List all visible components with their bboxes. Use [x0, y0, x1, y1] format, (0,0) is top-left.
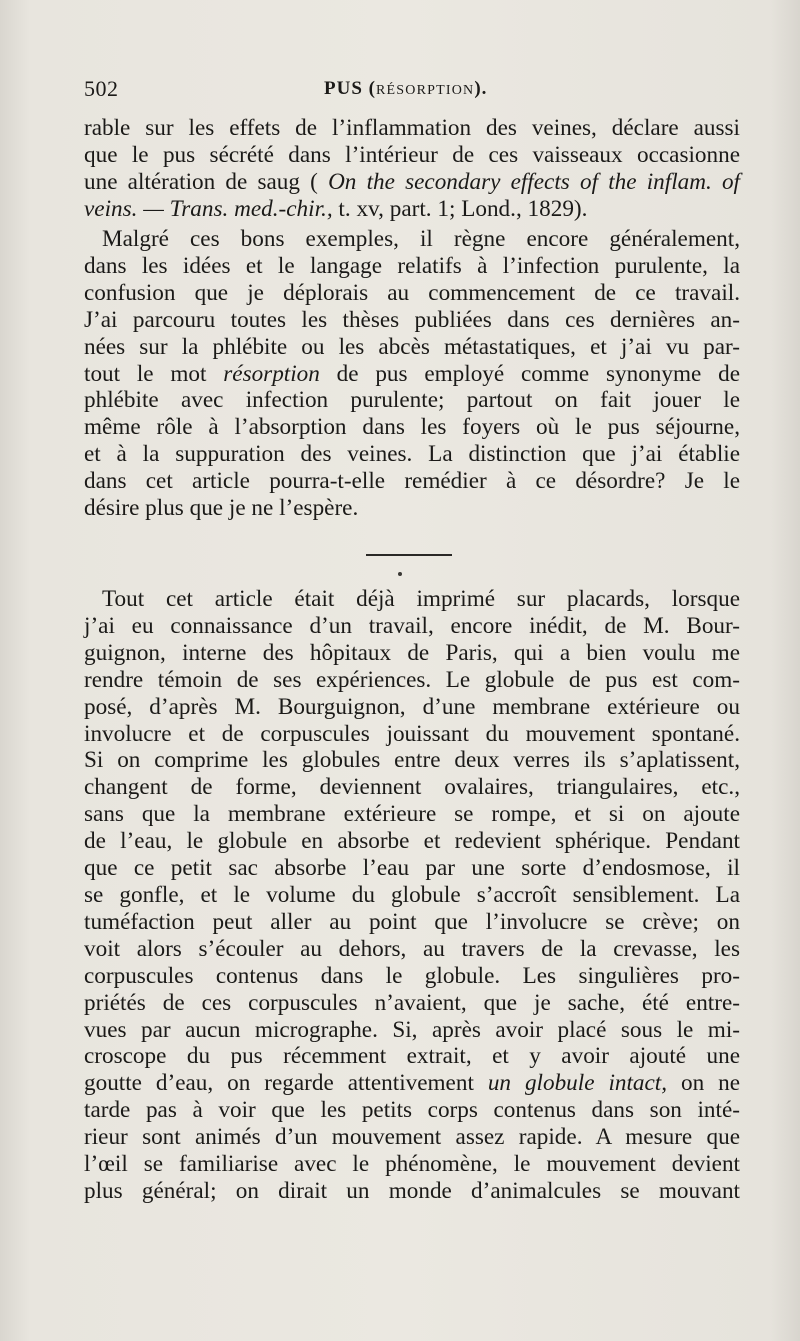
text-line: que ce petit sac absorbe l’eau par une sorte d’endosmose, il: [84, 855, 740, 882]
text-line: même rôle à l’absorption dans les foyers où le pus séjourne,: [84, 414, 740, 441]
text-run: une altération de saug (: [84, 168, 329, 195]
text-line: et à la suppuration des veines. La distinction que j’ai établie: [84, 441, 740, 468]
running-head-end: ).: [474, 78, 488, 99]
text-line: l’œil se familiarise avec le phénomène, le mouvement devient: [84, 1151, 740, 1178]
text-line: tarde pas à voir que les petits corps contenus dans son inté-: [84, 1097, 740, 1124]
text-line: J’ai parcouru toutes les thèses publiées dans ces dernières an-: [84, 306, 740, 333]
text-line: rendre témoin de ses expériences. Le globule de pus est com-: [84, 666, 740, 693]
text-line: posé, d’après M. Bourguignon, d’une membrane extérieure ou: [84, 693, 740, 720]
text-line: [84, 1070, 740, 1097]
text-line: dans les idées et le langage relatifs à l’infection purulente, la: [84, 252, 740, 279]
text-line: se gonfle, et le volume du globule s’accroît sensiblement. La: [84, 881, 740, 908]
running-head: [324, 78, 487, 100]
running-head-main: PUS (: [324, 78, 376, 99]
italic-citation: veins. — Trans. med.-chir.,: [84, 195, 333, 222]
text-line: que le pus sécrété dans l’intérieur de ces vaisseaux occasionne: [84, 141, 740, 168]
text-line: j’ai eu connaissance d’un travail, encore inédit, de M. Bour-: [84, 612, 740, 639]
text-line: rieur sont animés d’un mouvement assez rapide. A mesure que: [84, 1124, 740, 1151]
text-line: rable sur les effets de l’inflammation des veines, déclare aussi: [84, 115, 740, 141]
italic-word: résorption: [223, 360, 320, 387]
text-run: de pus employé comme synonyme de: [319, 360, 740, 387]
text-line: dans cet article pourra-t-elle remédier à ce désordre? Je le: [84, 468, 740, 495]
italic-phrase: un globule intact,: [487, 1070, 668, 1097]
text-line: Si on comprime les globules entre deux verres ils s’aplatissent,: [84, 747, 740, 774]
italic-title: On the secondary effects of the inflam. of: [328, 168, 740, 195]
paragraph-1: [84, 115, 740, 223]
text-line: guignon, interne des hôpitaux de Paris, qui a bien voulu me: [84, 639, 740, 666]
text-run: on ne: [667, 1070, 740, 1097]
ink-dot: [398, 572, 402, 576]
paragraph-2: [84, 226, 740, 522]
text-line: vues par aucun micrographe. Si, après avoir placé sous le mi-: [84, 1016, 740, 1043]
text-line: sans que la membrane extérieure se rompe, et si on ajoute: [84, 801, 740, 828]
text-line: Malgré ces bons exemples, il règne encore généralement,: [102, 226, 740, 252]
text-line: plus général; on dirait un monde d’animalcules se mouvant: [84, 1177, 740, 1204]
text-line: involucre et de corpuscules jouissant du mouvement spontané.: [84, 720, 740, 747]
text-line: [84, 361, 740, 388]
text-line: priétés de ces corpuscules n’avaient, que je sache, été entre-: [84, 989, 740, 1016]
text-line: croscope du pus récemment extrait, et y avoir ajouté une: [84, 1043, 740, 1070]
text-line: phlébite avec infection purulente; partout on fait jouer le: [84, 387, 740, 414]
text-line: nées sur la phlébite ou les abcès métastatiques, et j’ai vu par-: [84, 333, 740, 360]
text-line: confusion que je déplorais au commencement de ce travail.: [84, 279, 740, 306]
text-run: goutte d’eau, on regarde attentivement: [84, 1070, 488, 1097]
text-line: [84, 196, 740, 223]
text-line: de l’eau, le globule en absorbe et redevient sphérique. Pendant: [84, 828, 740, 855]
text-line: voit alors s’écouler au dehors, au travers de la crevasse, les: [84, 935, 740, 962]
text-line: tuméfaction peut aller au point que l’involucre se crève; on: [84, 908, 740, 935]
text-line: Tout cet article était déjà imprimé sur placards, lorsque: [102, 586, 740, 612]
section-divider: [366, 554, 452, 556]
page-number: 502: [84, 76, 119, 101]
text-run: tout le mot: [84, 360, 224, 387]
text-line: corpuscules contenus dans le globule. Les singulières pro-: [84, 962, 740, 989]
text-line: [84, 169, 740, 196]
text-line: changent de forme, deviennent ovalaires, triangulaires, etc.,: [84, 774, 740, 801]
running-head-small: RÉSORPTION: [375, 83, 475, 98]
paragraph-3: [84, 586, 740, 1205]
text-line: désire plus que je ne l’espère.: [84, 495, 359, 522]
text-run: t. xv, part. 1; Lond., 1829).: [332, 195, 588, 222]
page-header: [84, 76, 744, 106]
